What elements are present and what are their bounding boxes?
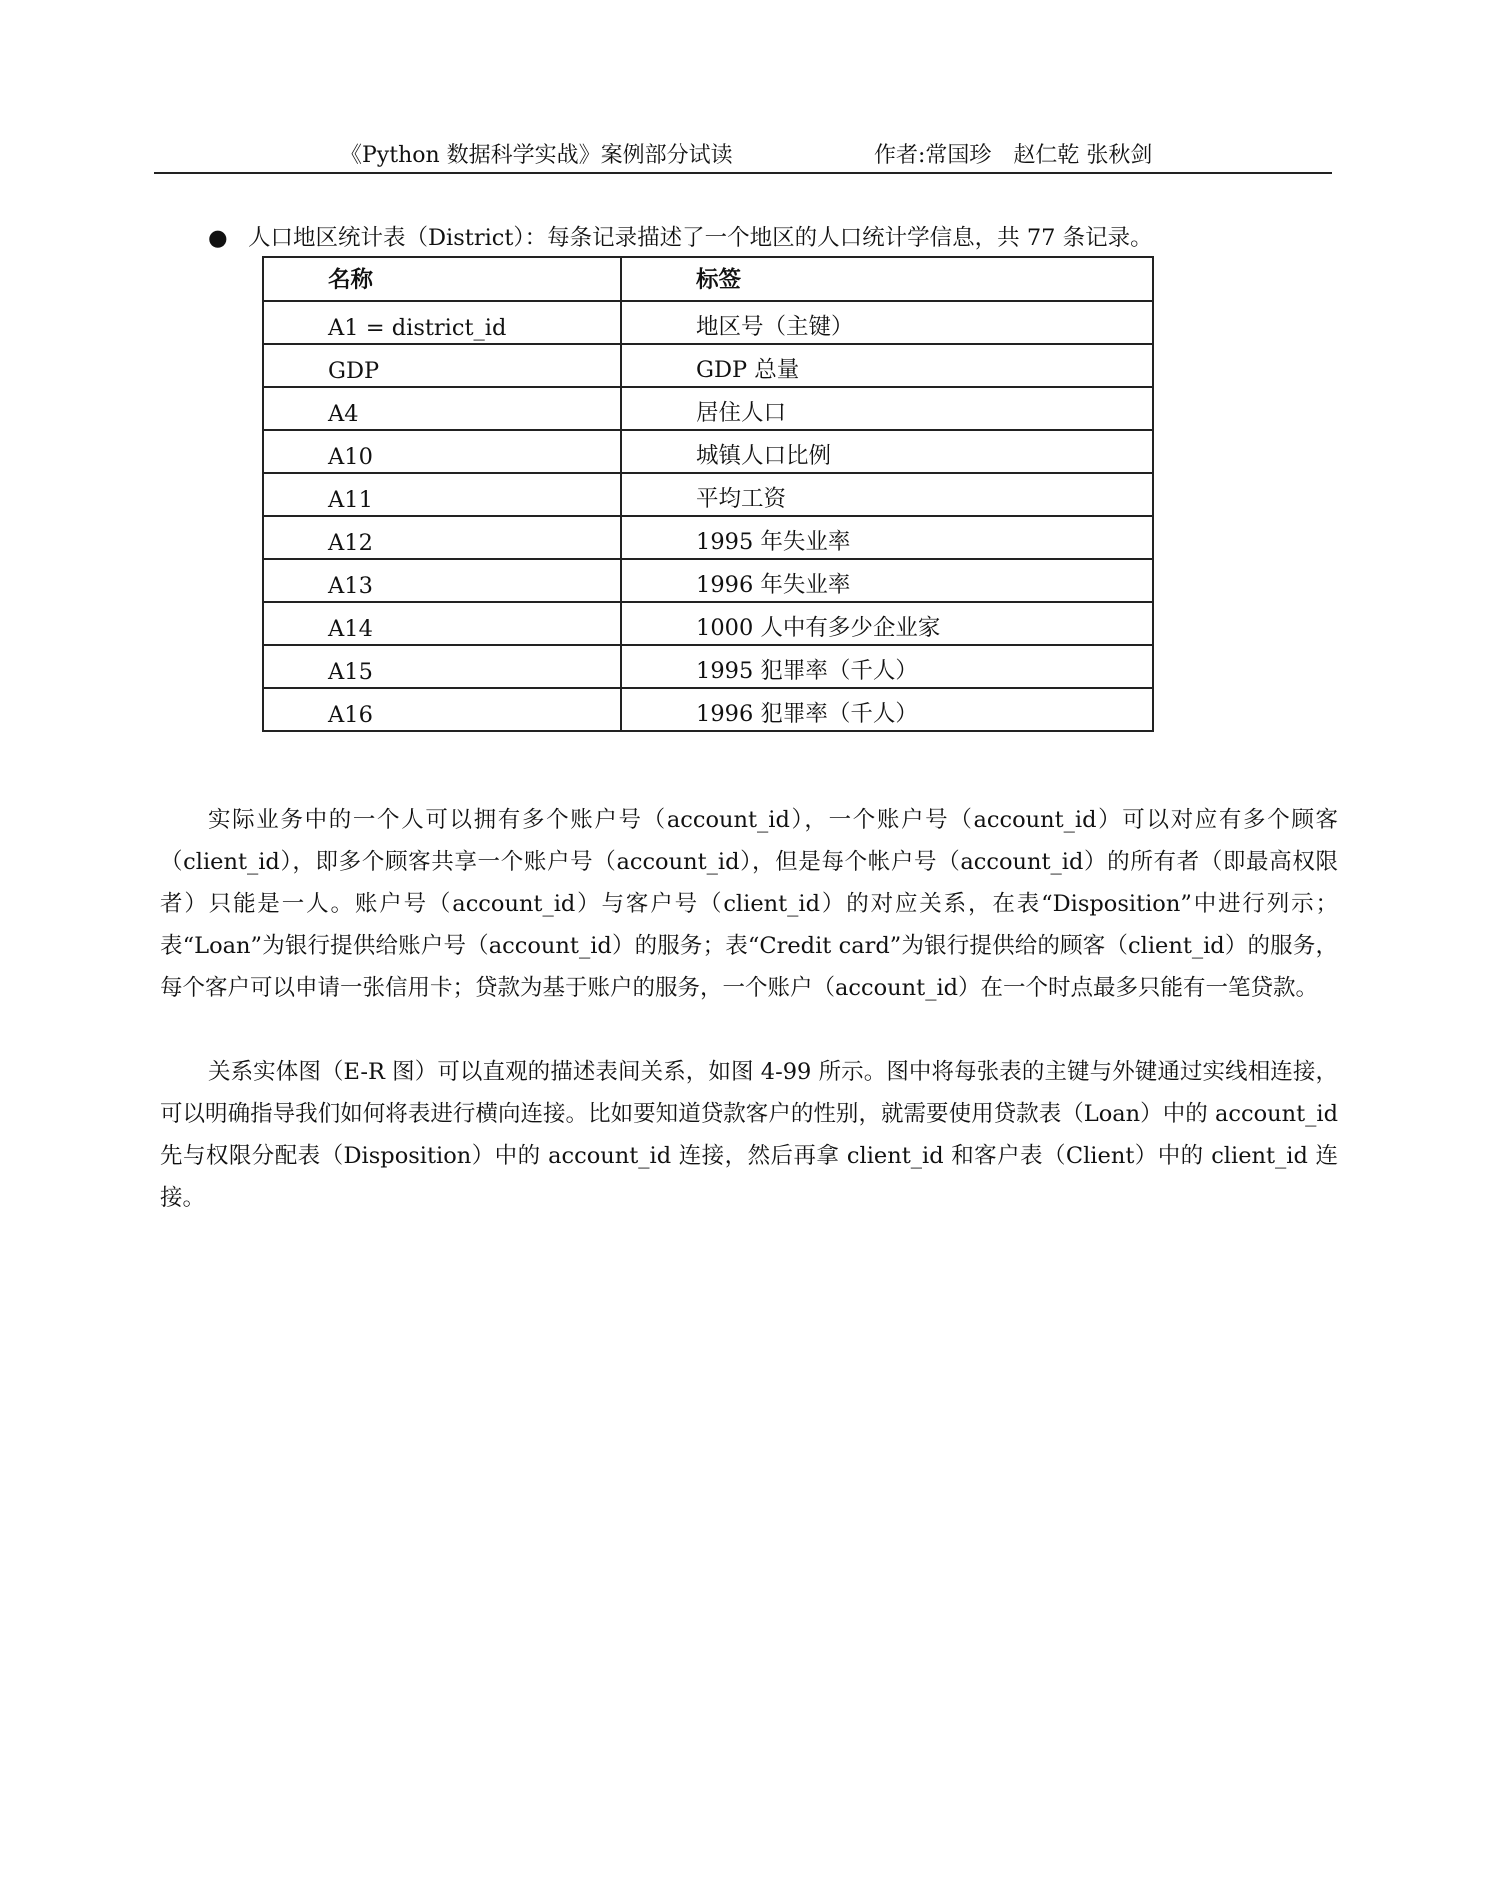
table-cell-name: A11 [263, 473, 621, 516]
table-cell-name: A10 [263, 430, 621, 473]
table-cell-name: A4 [263, 387, 621, 430]
table-cell-name: A1 = district_id [263, 301, 621, 344]
table-cell-label: 1996 年失业率 [621, 559, 1153, 602]
table-row [263, 301, 1153, 344]
table-cell-label: GDP 总量 [621, 344, 1153, 387]
table-cell-name: A12 [263, 516, 621, 559]
table-cell-label: 1995 犯罪率（千人） [621, 645, 1153, 688]
page-header [154, 128, 1332, 174]
bullet-text: 人口地区统计表（District）：每条记录描述了一个地区的人口统计学信息，共 77 条记录。 [248, 225, 1153, 251]
table-cell-label: 1996 犯罪率（千人） [621, 688, 1153, 731]
table-cell-label: 1000 人中有多少企业家 [621, 602, 1153, 645]
paragraph-er-diagram: 关系实体图（E-R 图）可以直观的描述表间关系，如图 4-99 所示。图中将每张表的主键与外键通过实线相连接，可以明确指导我们如何将表进行横向连接。比如要知道贷款客户的性别，就需要使用贷款表（Loan）中的 account_id 先与权限分配表（Disposition）中的 account_id 连接，然后再拿 client_id 和客户表（Client）中的 client_id 连接。 [160, 1058, 1338, 1211]
table-row [263, 344, 1153, 387]
bullet-icon: ● [208, 225, 228, 251]
district-table [262, 256, 1154, 732]
table-row [263, 516, 1153, 559]
table-row [263, 430, 1153, 473]
table-cell-name: A16 [263, 688, 621, 731]
table-cell-name: A14 [263, 602, 621, 645]
table-cell-label: 1995 年失业率 [621, 516, 1153, 559]
table-header-row [263, 257, 1153, 301]
table-row [263, 602, 1153, 645]
table-row [263, 559, 1153, 602]
district-table-container [262, 256, 1154, 732]
table-cell-label: 地区号（主键） [621, 301, 1153, 344]
table-cell-name: A15 [263, 645, 621, 688]
table-cell-name: GDP [263, 344, 621, 387]
table-row [263, 688, 1153, 731]
table-row [263, 645, 1153, 688]
table-cell-name: A13 [263, 559, 621, 602]
header-title: 《Python 数据科学实战》案例部分试读 [340, 143, 733, 168]
table-cell-label: 居住人口 [621, 387, 1153, 430]
column-header-label: 标签 [621, 257, 1153, 301]
column-header-name: 名称 [263, 257, 621, 301]
paragraph-accounts: 实际业务中的一个人可以拥有多个账户号（account_id），一个账户号（account_id）可以对应有多个顾客（client_id），即多个顾客共享一个账户号（account_id），但是每个帐户号（account_id）的所有者（即最高权限者）只能是一人。账户号（account_id）与客户号（client_id）的对应关系，在表“Disposition”中进行列示；表“Loan”为银行提供给账户号（account_id）的服务；表“Credit card”为银行提供给的顾客（client_id）的服务，每个客户可以申请一张信用卡；贷款为基于账户的服务，一个账户（account_id）在一个时点最多只能有一笔贷款。 [160, 806, 1338, 1001]
header-authors: 作者:常国珍 赵仁乾 张秋剑 [874, 143, 1153, 168]
table-row [263, 473, 1153, 516]
table-cell-label: 平均工资 [621, 473, 1153, 516]
table-cell-label: 城镇人口比例 [621, 430, 1153, 473]
table-row [263, 387, 1153, 430]
bullet-item [208, 220, 1153, 252]
